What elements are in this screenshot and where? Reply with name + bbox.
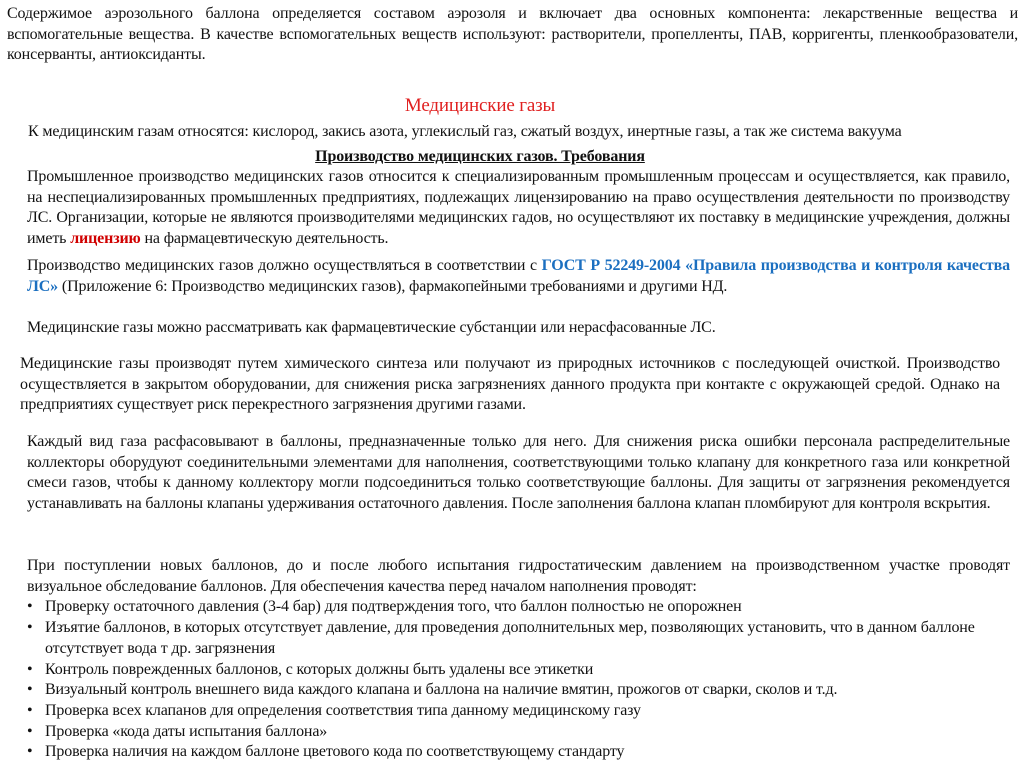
- synthesis-paragraph: Медицинские газы производят путем химического синтеза или получают из природных источников с последующей очисткой. Производство осуществляется в закрытом оборудовании, для снижения риска загрязнениях данного продукта при контакте с окружающей средой. Однако на предприятиях существует риск перекрестного загрязнения другими газами.: [20, 355, 1000, 414]
- inspection-intro: При поступлении новых баллонов, до и после любого испытания гидростатическим давлением на производственном участке проводят визуальное обследование баллонов. Для обеспечения качества перед началом наполнения проводят:: [27, 557, 1010, 595]
- list-item: [27, 722, 1010, 743]
- inspection-section: [27, 556, 1010, 763]
- bullet-icon: •: [27, 660, 33, 678]
- inspection-list: [27, 597, 1010, 763]
- list-item-text: Визуальный контроль внешнего вида каждого клапана и баллона на наличие вмятин, прожогов от сварки, сколов и т.д.: [45, 681, 838, 699]
- license-highlight: лицензию: [70, 230, 141, 248]
- gost-text: Производство медицинских газов должно осуществляться в соответствии с: [27, 257, 537, 274]
- bullet-icon: •: [27, 722, 33, 740]
- list-item: [27, 597, 1010, 618]
- list-item: [27, 701, 1010, 722]
- gost-text-end: (Приложение 6: Производство медицинских газов), фармакопейными требованиями и другими НД.: [61, 277, 728, 295]
- list-item: [27, 660, 1010, 681]
- bullet-icon: •: [27, 619, 33, 637]
- list-item: [27, 618, 1010, 659]
- intro-paragraph: [7, 4, 1018, 66]
- bullet-icon: •: [27, 598, 33, 616]
- list-item-text: Изъятие баллонов, в которых отсутствует давление, для проведения дополнительных мер, позволяющих установить, что в данном баллоне отсутствует вода т др. загрязнения: [45, 619, 975, 657]
- list-item-text: Проверку остаточного давления (3-4 бар) для подтверждения того, что баллон полностью не опорожнен: [45, 598, 742, 616]
- list-item: [27, 742, 1010, 763]
- list-item-text: Проверка наличия на каждом баллоне цветового кода по соответствующему стандарту: [45, 743, 625, 761]
- list-item-text: Проверка всех клапанов для определения соответствия типа данному медицинскому газу: [45, 701, 641, 719]
- cylinders-paragraph: Каждый вид газа расфасовывают в баллоны, предназначенные только для него. Для снижения риска ошибки персонала распределительные коллекторы оборудуют соединительными элементами для наполнения, соответствующими только клапану для конкретного газа или конкретной смеси газов, чтобы к данному коллектору могли подсоединиться только соответствующие баллоны. Для защиты от загрязнения рекомендуется устанавливать на баллоны клапаны удерживания остаточного давления. После заполнения баллона клапан пломбируют для контроля вскрытия.: [27, 433, 1010, 513]
- bullet-icon: •: [27, 701, 33, 719]
- industrial-paragraph: [27, 167, 1010, 250]
- gost-paragraph: [27, 256, 1010, 297]
- gases-list: К медицинским газам относятся: кислород, закись азота, углекислый газ, сжатый воздух, инертные газы, а так же система вакуума: [28, 123, 902, 140]
- bullet-icon: •: [27, 681, 33, 699]
- requirements-heading: Производство медицинских газов. Требования: [315, 148, 645, 165]
- industrial-text: Промышленное производство медицинских газов относится к специализированным промышленным процессам и осуществляется, как правило, на неспециализированных промышленных предприятиях, подлежащих лицензированию на право осуществления деятельности по производству ЛС. Организации, которые не являются производителями медицинских гадов, но осуществляют их поставку в медицинские учреждения, должны иметь: [27, 168, 1010, 248]
- list-item: [27, 680, 1010, 701]
- bullet-icon: •: [27, 743, 33, 761]
- list-item-text: Проверка «кода даты испытания баллона»: [45, 722, 328, 740]
- substances-paragraph: Медицинские газы можно рассматривать как фармацевтические субстанции или нерасфасованные ЛС.: [27, 319, 716, 336]
- intro-text: Содержимое аэрозольного баллона определяется составом аэрозоля и включает два основных компонента: лекарственные вещества и вспомогательные вещества. В качестве вспомогательных веществ используют: растворители, пропелленты, ПАВ, корригенты, пленкообразователи, консерванты, антиоксиданты.: [7, 5, 1018, 64]
- gost-reference: ГОСТ Р 52249-2004 «Правила производства и контроля качества ЛС»: [27, 257, 1010, 295]
- industrial-text-end: на фармацевтическую деятельность.: [144, 230, 389, 248]
- section-title: Медицинские газы: [404, 95, 556, 116]
- list-item-text: Контроль поврежденных баллонов, с которых должны быть удалены все этикетки: [45, 660, 594, 678]
